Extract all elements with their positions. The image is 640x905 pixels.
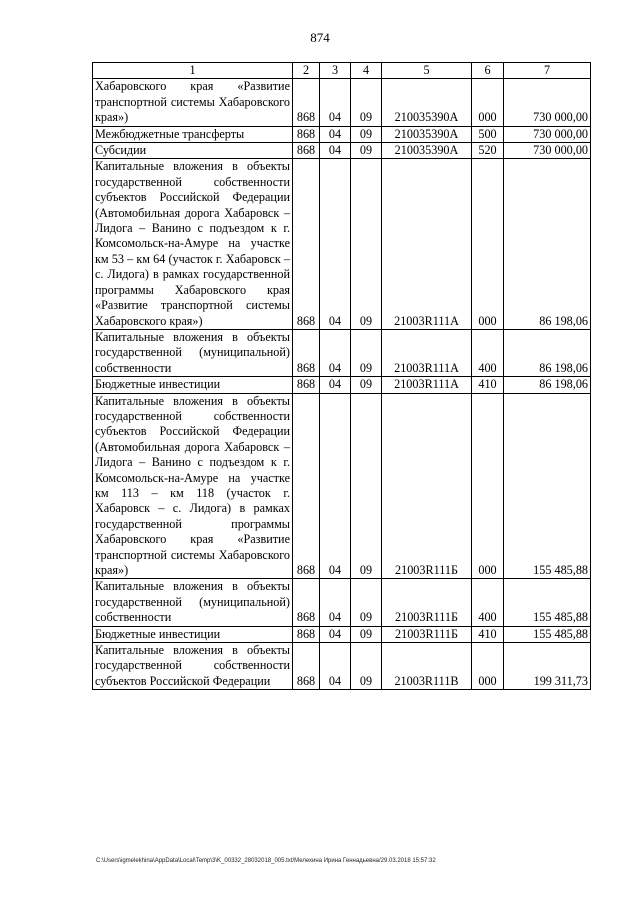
row-subsection-code: 09 [351, 329, 382, 376]
row-section-code: 04 [320, 643, 351, 690]
row-ministry-code: 868 [293, 579, 320, 626]
row-amount: 155 485,88 [504, 579, 591, 626]
row-name: Капитальные вложения в объекты государственной собственности субъектов Российской Федерации [93, 643, 293, 690]
row-section-code: 04 [320, 626, 351, 642]
row-section-code: 04 [320, 579, 351, 626]
column-header-2: 2 [293, 63, 320, 79]
row-subsection-code: 09 [351, 143, 382, 159]
row-ministry-code: 868 [293, 626, 320, 642]
table-row [93, 393, 591, 579]
column-header-5: 5 [382, 63, 472, 79]
row-section-code: 04 [320, 143, 351, 159]
row-amount: 86 198,06 [504, 159, 591, 329]
budget-table [92, 62, 591, 690]
row-target-item-code: 21003R111А [382, 329, 472, 376]
row-subsection-code: 09 [351, 626, 382, 642]
row-subsection-code: 09 [351, 126, 382, 142]
row-name: Капитальные вложения в объекты государственной собственности субъектов Российской Федерации (Автомобильная дорога Хабаровск – Лидога – Ванино с подъездом к г. Комсомольск-на-Амуре на участке км 113 – км 118 (участок г. Хабаровск – с. Лидога) в рамках государственной программы Хабаровского края «Развитие транспортной системы Хабаровского края») [93, 393, 293, 579]
row-ministry-code: 868 [293, 643, 320, 690]
row-subsection-code: 09 [351, 579, 382, 626]
row-target-item-code: 21003R111Б [382, 626, 472, 642]
row-section-code: 04 [320, 393, 351, 579]
row-amount: 730 000,00 [504, 143, 591, 159]
table-row [93, 377, 591, 393]
row-section-code: 04 [320, 377, 351, 393]
row-amount: 730 000,00 [504, 79, 591, 126]
row-amount: 155 485,88 [504, 626, 591, 642]
row-expense-type-code: 400 [472, 579, 504, 626]
row-amount: 199 311,73 [504, 643, 591, 690]
row-ministry-code: 868 [293, 143, 320, 159]
row-ministry-code: 868 [293, 377, 320, 393]
row-subsection-code: 09 [351, 159, 382, 329]
row-amount: 730 000,00 [504, 126, 591, 142]
table-row [93, 126, 591, 142]
table-row [93, 143, 591, 159]
row-target-item-code: 21003R111Б [382, 393, 472, 579]
row-section-code: 04 [320, 159, 351, 329]
row-name: Бюджетные инвестиции [93, 626, 293, 642]
row-name: Субсидии [93, 143, 293, 159]
row-expense-type-code: 410 [472, 626, 504, 642]
row-ministry-code: 868 [293, 329, 320, 376]
row-ministry-code: 868 [293, 79, 320, 126]
row-amount: 86 198,06 [504, 377, 591, 393]
row-ministry-code: 868 [293, 126, 320, 142]
table-row [93, 626, 591, 642]
row-subsection-code: 09 [351, 393, 382, 579]
row-target-item-code: 21003R111А [382, 159, 472, 329]
row-target-item-code: 210035390А [382, 143, 472, 159]
column-header-3: 3 [320, 63, 351, 79]
table-row [93, 159, 591, 329]
row-subsection-code: 09 [351, 377, 382, 393]
row-expense-type-code: 410 [472, 377, 504, 393]
row-section-code: 04 [320, 126, 351, 142]
row-amount: 155 485,88 [504, 393, 591, 579]
table-row [93, 643, 591, 690]
table-row [93, 79, 591, 126]
row-expense-type-code: 400 [472, 329, 504, 376]
column-header-4: 4 [351, 63, 382, 79]
row-name: Межбюджетные трансферты [93, 126, 293, 142]
table-row [93, 579, 591, 626]
column-header-1: 1 [93, 63, 293, 79]
row-expense-type-code: 000 [472, 393, 504, 579]
row-target-item-code: 21003R111В [382, 643, 472, 690]
row-target-item-code: 21003R111Б [382, 579, 472, 626]
row-target-item-code: 210035390А [382, 126, 472, 142]
row-expense-type-code: 000 [472, 79, 504, 126]
row-section-code: 04 [320, 329, 351, 376]
row-ministry-code: 868 [293, 393, 320, 579]
row-expense-type-code: 000 [472, 643, 504, 690]
row-name: Капитальные вложения в объекты государственной (муниципальной) собственности [93, 329, 293, 376]
row-subsection-code: 09 [351, 643, 382, 690]
row-expense-type-code: 000 [472, 159, 504, 329]
row-name: Капитальные вложения в объекты государственной собственности субъектов Российской Федерации (Автомобильная дорога Хабаровск – Лидога – Ванино с подъездом к г. Комсомольск-на-Амуре на участке км 53 – км 64 (участок г. Хабаровск – с. Лидога) в рамках государственной программы Хабаровского края «Развитие транспортной системы Хабаровского края») [93, 159, 293, 329]
row-target-item-code: 210035390А [382, 79, 472, 126]
file-path-footer: C:\Users\igmelekhina\AppData\Local\Temp\3\K_00332_28032018_005.txt/Мелехина Ирина Геннадьевна/29.03.2018 15:57:32 [96, 858, 436, 864]
row-name: Капитальные вложения в объекты государственной (муниципальной) собственности [93, 579, 293, 626]
header-row [93, 63, 591, 79]
page-number: 874 [310, 30, 330, 45]
row-amount: 86 198,06 [504, 329, 591, 376]
row-section-code: 04 [320, 79, 351, 126]
table-row [93, 329, 591, 376]
row-ministry-code: 868 [293, 159, 320, 329]
row-expense-type-code: 500 [472, 126, 504, 142]
row-target-item-code: 21003R111А [382, 377, 472, 393]
row-name: Хабаровского края «Развитие транспортной системы Хабаровского края») [93, 79, 293, 126]
column-header-6: 6 [472, 63, 504, 79]
row-name: Бюджетные инвестиции [93, 377, 293, 393]
column-header-7: 7 [504, 63, 591, 79]
row-expense-type-code: 520 [472, 143, 504, 159]
row-subsection-code: 09 [351, 79, 382, 126]
